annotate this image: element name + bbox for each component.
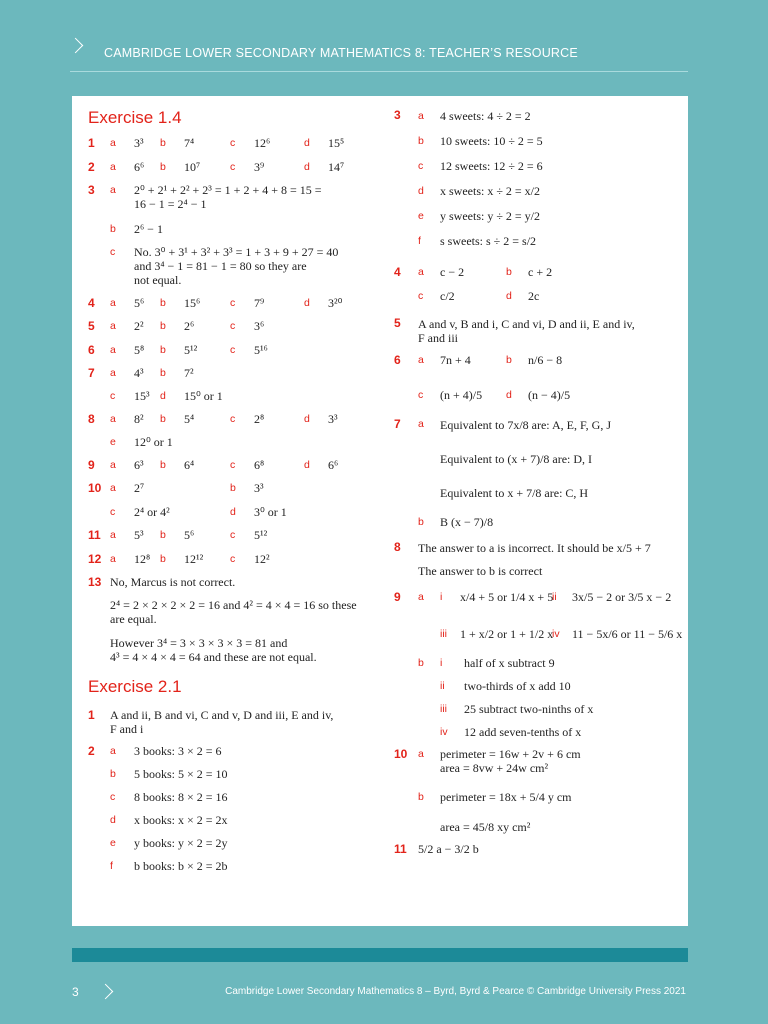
page-header <box>0 0 768 96</box>
part-label: f <box>110 860 113 872</box>
answer-text: are equal. <box>110 612 157 626</box>
part-label: a <box>110 184 116 196</box>
part-label: a <box>418 591 424 603</box>
part-label: c <box>418 389 424 401</box>
part-label: a <box>110 320 116 332</box>
answer-text: 11 − 5x/6 or 11 − 5/6 x <box>572 627 683 641</box>
part-label: d <box>230 506 236 518</box>
part-label: a <box>110 529 116 541</box>
part-label: c <box>230 413 236 425</box>
part-label: a <box>418 110 424 122</box>
header-rule <box>70 71 688 72</box>
part-label: c <box>230 161 236 173</box>
exercise-heading-2-1: Exercise 2.1 <box>88 677 182 696</box>
part-label: b <box>110 223 116 235</box>
answer-text: two-thirds of x add 10 <box>464 679 571 693</box>
answer-text: 5¹² <box>254 528 268 542</box>
part-label: a <box>418 748 424 760</box>
part-label: i <box>440 591 443 603</box>
header-title: CAMBRIDGE LOWER SECONDARY MATHEMATICS 8: TEACHER’S RESOURCE <box>104 46 578 60</box>
answer-text: A and ii, B and vi, C and v, D and iii, E and iv, <box>110 708 334 722</box>
answer-text: 8 books: 8 × 2 = 16 <box>134 790 228 804</box>
part-label: b <box>110 768 116 780</box>
answer-text: 12¹² <box>184 552 204 566</box>
question-number-3: 3 <box>394 108 401 122</box>
answer-text: 12⁶ <box>254 136 271 150</box>
footer-band <box>72 948 688 962</box>
answer-text: 2⁶ <box>184 319 195 333</box>
part-label: a <box>418 266 424 278</box>
question-number-9: 9 <box>88 458 95 472</box>
part-label: d <box>304 297 310 309</box>
part-label: b <box>506 266 512 278</box>
question-number-8: 8 <box>394 540 401 554</box>
answer-text: No, Marcus is not correct. <box>110 575 236 589</box>
part-label: d <box>304 161 310 173</box>
answer-text: (n + 4)/5 <box>440 388 483 402</box>
answer-text: 12⁸ <box>134 552 151 566</box>
answer-text: 4 sweets: 4 ÷ 2 = 2 <box>440 109 531 123</box>
part-label: a <box>418 418 424 430</box>
answer-text: 7² <box>184 366 194 380</box>
part-label: ii <box>552 591 557 603</box>
answer-text: Equivalent to x + 7/8 are: C, H <box>440 486 589 500</box>
question-number-7: 7 <box>88 366 95 380</box>
question-number-4: 4 <box>394 265 401 279</box>
answer-text: 5¹⁶ <box>254 343 268 357</box>
part-label: b <box>418 516 424 528</box>
answer-text: and 3⁴ − 1 = 81 − 1 = 80 so they are <box>134 259 307 273</box>
chevron-right-icon <box>68 38 84 54</box>
part-label: b <box>160 297 166 309</box>
answer-text: 6⁶ <box>328 458 339 472</box>
answer-text: 14⁷ <box>328 160 345 174</box>
answer-text: No. 3⁰ + 3¹ + 3² + 3³ = 1 + 3 + 9 + 27 = 40 <box>134 245 339 259</box>
part-label: b <box>418 657 424 669</box>
answer-text: The answer to a is incorrect. It should be x/5 + 7 <box>418 541 651 555</box>
answer-text: 2⁸ <box>254 412 265 426</box>
part-label: c <box>230 137 236 149</box>
part-label: iv <box>552 628 560 640</box>
part-label: iii <box>440 703 447 715</box>
answer-text: 7⁹ <box>254 296 265 310</box>
question-number-1: 1 <box>88 708 95 722</box>
answer-text: not equal. <box>134 273 182 287</box>
part-label: i <box>440 657 443 669</box>
part-label: b <box>230 482 236 494</box>
answer-text: 7⁴ <box>184 136 195 150</box>
part-label: b <box>160 413 166 425</box>
question-number-8: 8 <box>88 412 95 426</box>
question-number-9: 9 <box>394 590 401 604</box>
answer-text: 5⁸ <box>134 343 145 357</box>
part-label: b <box>506 354 512 366</box>
answer-text: 3⁰ or 1 <box>254 505 287 519</box>
answer-text: 3⁹ <box>254 160 265 174</box>
answer-text: 25 subtract two-ninths of x <box>464 702 594 716</box>
part-label: ii <box>440 680 445 692</box>
answer-text: 7n + 4 <box>440 353 471 367</box>
answer-text: A and v, B and i, C and vi, D and ii, E and iv, <box>418 317 635 331</box>
part-label: c <box>230 344 236 356</box>
answer-text: Equivalent to 7x/8 are: A, E, F, G, J <box>440 418 612 432</box>
part-label: a <box>110 482 116 494</box>
part-label: a <box>110 367 116 379</box>
answer-text: 2⁰ + 2¹ + 2² + 2³ = 1 + 2 + 4 + 8 = 15 = <box>134 183 322 197</box>
part-label: c <box>110 506 116 518</box>
answer-text: 5 books: 5 × 2 = 10 <box>134 767 228 781</box>
part-label: c <box>230 297 236 309</box>
part-label: c <box>110 246 116 258</box>
question-number-5: 5 <box>394 316 401 330</box>
exercise-heading-1-4: Exercise 1.4 <box>88 108 182 127</box>
part-label: a <box>110 413 116 425</box>
part-label: b <box>418 135 424 147</box>
answer-text: perimeter = 16w + 2v + 6 cm <box>440 747 581 761</box>
question-number-6: 6 <box>88 343 95 357</box>
answer-text: 5⁶ <box>184 528 195 542</box>
answer-text: 5⁶ <box>134 296 145 310</box>
part-label: a <box>110 161 116 173</box>
answer-text: half of x subtract 9 <box>464 656 555 670</box>
part-label: e <box>110 837 116 849</box>
answer-text: 10 sweets: 10 ÷ 2 = 5 <box>440 134 543 148</box>
part-label: d <box>304 459 310 471</box>
answer-text: 3⁶ <box>254 319 265 333</box>
part-label: c <box>230 459 236 471</box>
answer-text: 6⁶ <box>134 160 145 174</box>
answer-text: (n − 4)/5 <box>528 388 571 402</box>
answer-text: perimeter = 18x + 5/4 y cm <box>440 790 572 804</box>
answer-text: Equivalent to (x + 7)/8 are: D, I <box>440 452 593 466</box>
answer-text: 2⁴ or 4² <box>134 505 170 519</box>
answer-text: y sweets: y ÷ 2 = y/2 <box>440 209 541 223</box>
answer-text: 15⁶ <box>184 296 201 310</box>
question-number-10: 10 <box>88 481 102 495</box>
answer-text: 1 + x/2 or 1 + 1/2 x <box>460 627 554 641</box>
answer-text: 2⁷ <box>134 481 145 495</box>
answer-text: 15⁵ <box>328 136 345 150</box>
part-label: d <box>506 290 512 302</box>
question-number-6: 6 <box>394 353 401 367</box>
part-label: a <box>110 553 116 565</box>
answer-text: 2c <box>528 289 540 303</box>
part-label: a <box>110 459 116 471</box>
answer-text: 15⁰ or 1 <box>184 389 223 403</box>
part-label: c <box>110 791 116 803</box>
answer-text: 3x/5 − 2 or 3/5 x − 2 <box>572 590 672 604</box>
answer-text: 12⁰ or 1 <box>134 435 173 449</box>
part-label: b <box>160 320 166 332</box>
answer-text: x sweets: x ÷ 2 = x/2 <box>440 184 541 198</box>
part-label: e <box>418 210 424 222</box>
question-number-11: 11 <box>394 842 407 856</box>
question-number-2: 2 <box>88 160 95 174</box>
answer-text: 16 − 1 = 2⁴ − 1 <box>134 197 207 211</box>
question-number-4: 4 <box>88 296 95 310</box>
footer-credit: Cambridge Lower Secondary Mathematics 8 – Byrd, Byrd & Pearce © Cambridge University Press 2021 <box>225 986 686 997</box>
part-label: d <box>304 137 310 149</box>
answer-text: 5¹² <box>184 343 198 357</box>
answer-card <box>72 96 688 926</box>
part-label: a <box>110 297 116 309</box>
answer-text: 6³ <box>134 458 144 472</box>
answer-text: x books: x × 2 = 2x <box>134 813 228 827</box>
part-label: b <box>160 367 166 379</box>
answer-text: 12² <box>254 552 270 566</box>
answer-text: 3 books: 3 × 2 = 6 <box>134 744 222 758</box>
question-number-12: 12 <box>88 552 102 566</box>
answer-text: c/2 <box>440 289 455 303</box>
question-number-13: 13 <box>88 575 102 589</box>
part-label: b <box>160 553 166 565</box>
answer-text: F and iii <box>418 331 459 345</box>
question-number-10: 10 <box>394 747 408 761</box>
answer-text: 2⁴ = 2 × 2 × 2 × 2 = 16 and 4² = 4 × 4 = 16 so these <box>110 598 357 612</box>
answer-text: 12 sweets: 12 ÷ 2 = 6 <box>440 159 543 173</box>
part-label: f <box>418 235 421 247</box>
part-label: d <box>506 389 512 401</box>
answer-text: 3³ <box>328 412 338 426</box>
part-label: b <box>160 344 166 356</box>
answer-text: 6⁴ <box>184 458 195 472</box>
answer-text: 5³ <box>134 528 144 542</box>
part-label: d <box>304 413 310 425</box>
answer-text: The answer to b is correct <box>418 564 543 578</box>
part-label: a <box>110 344 116 356</box>
part-label: a <box>110 137 116 149</box>
part-label: c <box>230 529 236 541</box>
answer-text: 8² <box>134 412 144 426</box>
answer-text: area = 45/8 xy cm² <box>440 820 531 834</box>
answer-text: area = 8vw + 24w cm² <box>440 761 549 775</box>
part-label: iii <box>440 628 447 640</box>
question-number-7: 7 <box>394 417 401 431</box>
part-label: c <box>110 390 116 402</box>
part-label: b <box>160 529 166 541</box>
part-label: b <box>160 161 166 173</box>
part-label: a <box>418 354 424 366</box>
question-number-3: 3 <box>88 183 95 197</box>
answer-text: 2⁶ − 1 <box>134 222 163 236</box>
part-label: iv <box>440 726 448 738</box>
part-label: a <box>110 745 116 757</box>
answer-text: 4³ <box>134 366 144 380</box>
part-label: d <box>110 814 116 826</box>
part-label: c <box>230 553 236 565</box>
answer-text: F and i <box>110 722 144 736</box>
part-label: b <box>160 137 166 149</box>
answer-text: 10⁷ <box>184 160 201 174</box>
answer-text: However 3⁴ = 3 × 3 × 3 × 3 = 81 and <box>110 636 288 650</box>
question-number-5: 5 <box>88 319 95 333</box>
answer-text: 2² <box>134 319 144 333</box>
answer-text: 5⁴ <box>184 412 195 426</box>
answer-text: c − 2 <box>440 265 465 279</box>
answer-text: 4³ = 4 × 4 × 4 = 64 and these are not equal. <box>110 650 317 664</box>
answer-text: y books: y × 2 = 2y <box>134 836 228 850</box>
answer-text: x/4 + 5 or 1/4 x + 5 <box>460 590 554 604</box>
part-label: b <box>418 791 424 803</box>
question-number-1: 1 <box>88 136 95 150</box>
answer-text: 3³ <box>134 136 144 150</box>
answer-text: B (x − 7)/8 <box>440 515 494 529</box>
answer-text: 5/2 a − 3/2 b <box>418 842 479 856</box>
part-label: d <box>160 390 166 402</box>
answer-text: 6⁸ <box>254 458 265 472</box>
answer-text: s sweets: s ÷ 2 = s/2 <box>440 234 537 248</box>
answer-text: c + 2 <box>528 265 553 279</box>
part-label: e <box>110 436 116 448</box>
answer-text: b books: b × 2 = 2b <box>134 859 228 873</box>
part-label: d <box>418 185 424 197</box>
answer-text: 12 add seven-tenths of x <box>464 725 582 739</box>
answer-text: n/6 − 8 <box>528 353 563 367</box>
part-label: c <box>418 290 424 302</box>
part-label: b <box>160 459 166 471</box>
question-number-2: 2 <box>88 744 95 758</box>
answer-text: 15³ <box>134 389 150 403</box>
page-number: 3 <box>72 985 79 999</box>
part-label: c <box>418 160 424 172</box>
answer-text: 3²⁰ <box>328 296 343 310</box>
chevron-right-icon <box>98 984 114 1000</box>
part-label: c <box>230 320 236 332</box>
question-number-11: 11 <box>88 528 101 542</box>
answer-text: 3³ <box>254 481 264 495</box>
